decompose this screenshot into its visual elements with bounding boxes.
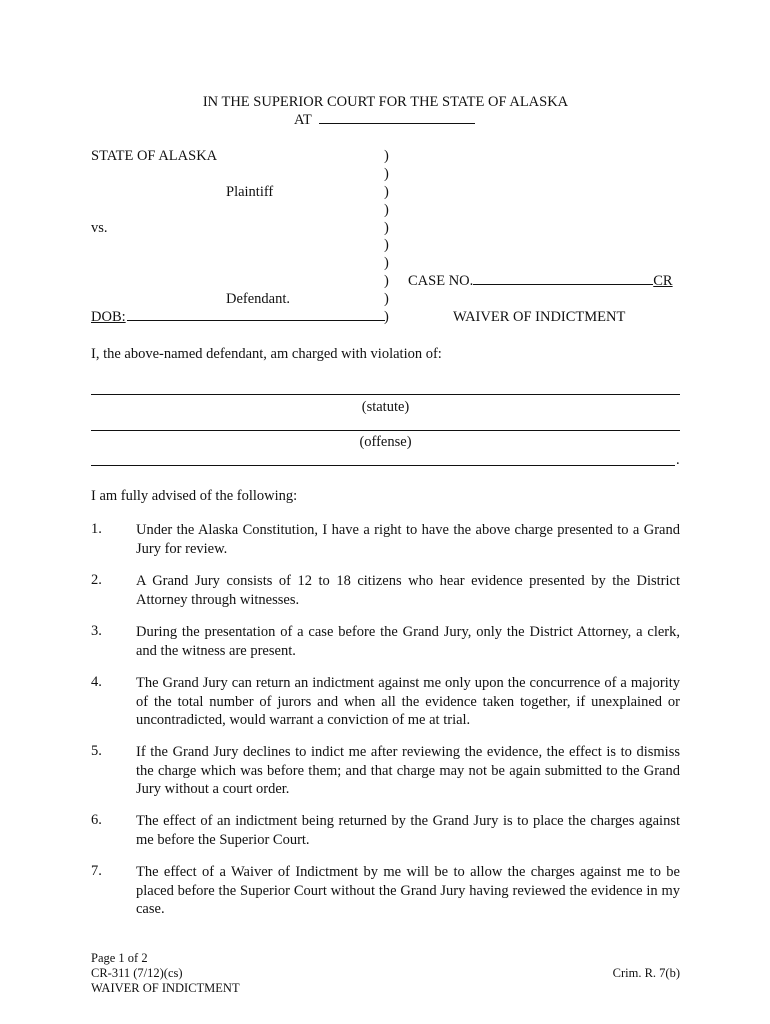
at-label: AT (294, 112, 312, 128)
caption-paren: ) (384, 220, 389, 236)
item-number: 3. (91, 623, 102, 639)
advisement-item: During the presentation of a case before the Grand Jury, only the District Attorney, a clerk, and the witness are present. (136, 624, 680, 659)
form-code: CR-311 (7/12)(cs) (91, 966, 183, 980)
item-number: 6. (91, 812, 102, 828)
footer-form-name: WAIVER OF INDICTMENT (91, 981, 240, 995)
offense-label: (offense) (359, 434, 412, 450)
caption-paren: ) (384, 237, 389, 253)
location-blank[interactable] (319, 123, 475, 124)
statute-label: (statute) (361, 399, 410, 415)
plaintiff-label: Plaintiff (226, 184, 274, 200)
item-number: 5. (91, 743, 102, 759)
caption-paren: ) (384, 166, 389, 182)
footer-left (91, 951, 240, 996)
caption-paren: ) (384, 291, 389, 307)
item-number: 4. (91, 674, 102, 690)
dob-blank[interactable] (127, 320, 385, 321)
caption-paren: ) (384, 184, 389, 200)
caption-paren: ) (384, 202, 389, 218)
case-number-field (408, 273, 673, 290)
caption-paren: ) (384, 255, 389, 271)
advisement-item: Under the Alaska Constitution, I have a right to have the above charge presented to a Grand Jury for review. (136, 522, 680, 557)
statute-line[interactable] (91, 394, 680, 395)
caption-paren: ) (384, 273, 389, 289)
rule-reference: Crim. R. 7(b) (612, 966, 680, 980)
extra-charge-line[interactable] (91, 465, 675, 466)
court-title: IN THE SUPERIOR COURT FOR THE STATE OF ALASKA (202, 94, 569, 110)
item-number: 7. (91, 863, 102, 879)
caption-paren: ) (384, 309, 389, 325)
advisement-item: If the Grand Jury declines to indict me after reviewing the evidence, the effect is to dismiss the charge which was before them; and that charge may not be again submitted to the Grand Jury without a court order. (136, 744, 680, 797)
dob-field (91, 309, 385, 326)
charge-intro: I, the above-named defendant, am charged with violation of: (91, 346, 442, 362)
charge-end-period: . (676, 452, 680, 468)
court-location (294, 112, 475, 129)
advisement-item: The Grand Jury can return an indictment against me only upon the concurrence of a majority of the total number of jurors and when all the evidence taken together, if unexplained or uncontradicted, would warrant a conviction of me at trial. (136, 675, 680, 728)
offense-line[interactable] (91, 430, 680, 431)
item-number: 1. (91, 521, 102, 537)
case-suffix: CR (653, 273, 673, 289)
advisement-intro: I am fully advised of the following: (91, 488, 298, 504)
advisement-item: The effect of a Waiver of Indictment by me will be to allow the charges against me to be placed before the Superior Court without the Grand Jury having reviewed the evidence in my case. (136, 864, 680, 917)
caption-paren: ) (384, 148, 389, 164)
vs-label: vs. (91, 220, 108, 236)
page-number: Page 1 of 2 (91, 951, 148, 965)
plaintiff-name: STATE OF ALASKA (91, 148, 218, 164)
form-title: WAIVER OF INDICTMENT (453, 309, 626, 325)
dob-label: DOB: (91, 309, 126, 325)
defendant-label: Defendant. (226, 291, 291, 307)
case-no-label: CASE NO. (408, 273, 474, 289)
advisement-item: A Grand Jury consists of 12 to 18 citizens who hear evidence presented by the District Attorney through witnesses. (136, 573, 680, 608)
item-number: 2. (91, 572, 102, 588)
case-no-blank[interactable] (473, 284, 653, 285)
advisement-item: The effect of an indictment being returned by the Grand Jury is to place the charges against me before the Superior Court. (136, 813, 680, 848)
